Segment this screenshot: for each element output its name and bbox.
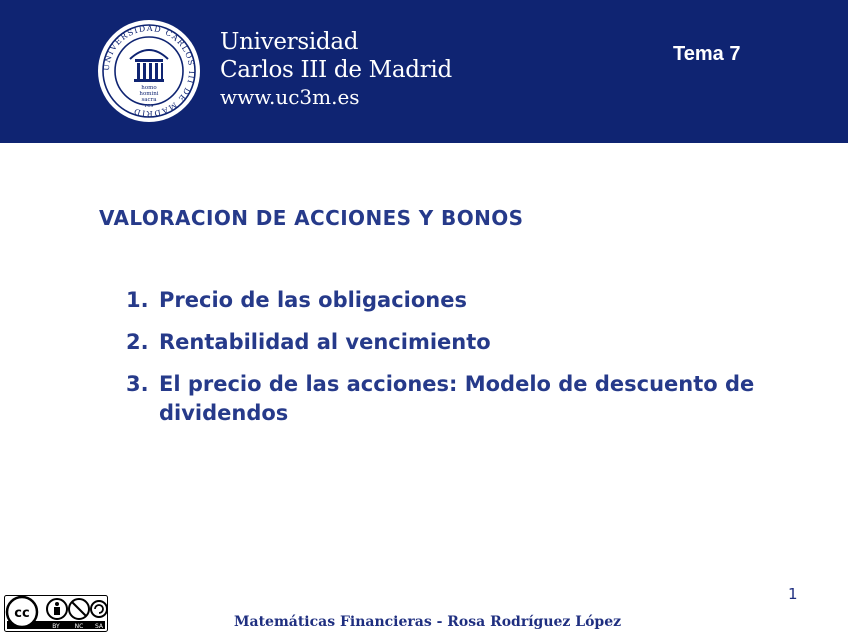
seal-outer-text: UNIVERSIDAD CARLOS III DE MADRID — [101, 23, 197, 119]
university-name — [220, 28, 452, 110]
slide-header — [0, 0, 848, 143]
topic-number: 3. — [126, 372, 149, 396]
topic-label: Tema 7 — [673, 43, 741, 65]
topic-list — [126, 286, 766, 441]
license-label-by: BY — [52, 623, 60, 630]
cc-symbol: cc — [14, 606, 30, 621]
license-label-nc: NC — [74, 623, 84, 630]
seal-motto-line: homo — [141, 85, 157, 91]
footer-credit: Matemáticas Financieras - Rosa Rodríguez López — [234, 614, 622, 630]
topic-text: Rentabilidad al vencimiento — [159, 330, 491, 354]
university-seal-logo — [97, 19, 201, 123]
seal-motto-line: homini — [139, 91, 159, 97]
university-name-line: Universidad — [220, 29, 359, 55]
topic-text: Precio de las obligaciones — [159, 288, 467, 312]
sharealike-icon — [91, 601, 107, 617]
topic-item — [126, 370, 766, 428]
creative-commons-license-badge — [4, 595, 108, 632]
topic-item — [126, 328, 766, 357]
seal-motto-line: sacra — [141, 97, 157, 103]
topic-text: El precio de las acciones: Modelo de descuento de dividendos — [159, 372, 755, 425]
slide-title: VALORACION DE ACCIONES Y BONOS — [99, 206, 524, 230]
seal-motto-line: res — [144, 103, 154, 109]
topic-number: 2. — [126, 330, 149, 354]
license-label-sa: SA — [94, 623, 104, 630]
topic-number: 1. — [126, 288, 149, 312]
university-url: www.uc3m.es — [220, 85, 360, 109]
topic-item — [126, 286, 766, 315]
page-number: 1 — [788, 585, 798, 603]
university-name-line: Carlos III de Madrid — [220, 57, 452, 83]
